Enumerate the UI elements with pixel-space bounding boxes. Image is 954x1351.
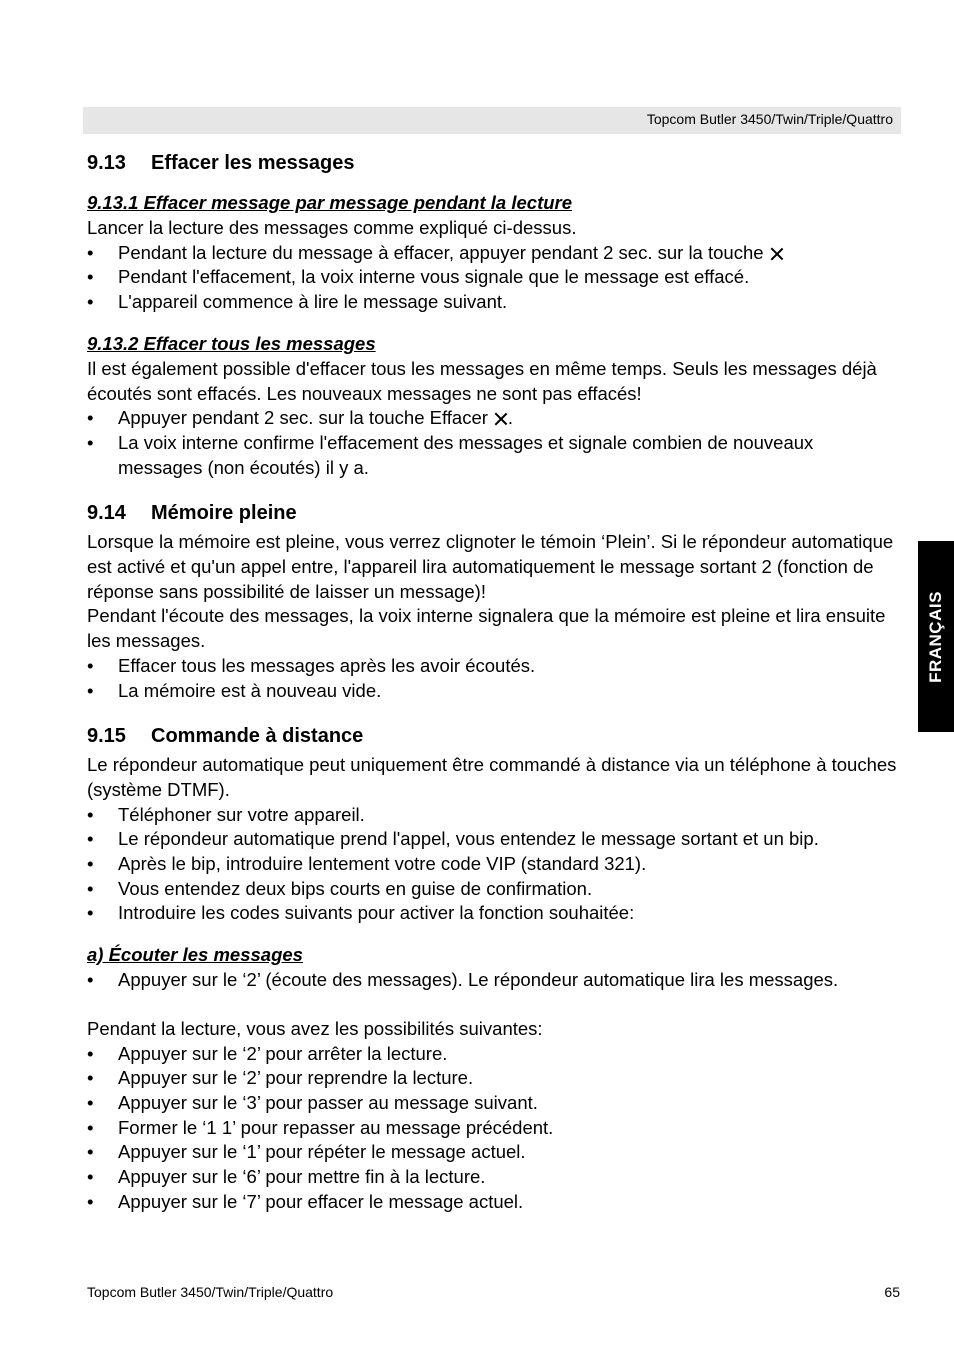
list-item: • Appuyer sur le ‘2’ (écoute des messages). Le répondeur automatique lira les messages. [87,968,902,993]
list-item: • La voix interne confirme l'effacement des messages et signale combien de nouveaux messages (non écoutés) il y a. [87,431,902,480]
section-number: 9.13 [87,152,126,174]
list-item: • Former le ‘1 1’ pour repasser au message précédent. [87,1116,902,1141]
subsection-heading-9-13-2: 9.13.2 Effacer tous les messages [87,332,376,354]
bullet-list [87,241,902,315]
list-item: • Appuyer sur le ‘6’ pour mettre fin à la lecture. [87,1165,902,1190]
paragraph: Le répondeur automatique peut uniquement être commandé à distance via un téléphone à touches (système DTMF). [87,754,897,800]
delete-x-icon [494,412,508,426]
subsection-heading-9-13-1: 9.13.1 Effacer message par message pendant la lecture [87,192,573,213]
list-item: • L'appareil commence à lire le message suivant. [87,290,902,315]
list-item: • Effacer tous les messages après les avoir écoutés. [87,654,902,679]
section-number: 9.15 [87,725,126,748]
section-title: Commande à distance [151,725,364,748]
list-item: • Appuyer sur le ‘7’ pour effacer le message actuel. [87,1190,902,1215]
list-item-end: . [507,407,514,429]
section-heading-9-13 [87,146,902,180]
bullet-list [87,968,902,993]
list-item: • Appuyer sur le ‘1’ pour répéter le message actuel. [87,1140,902,1165]
section-title: Mémoire pleine [151,502,297,525]
list-item: • Vous entendez deux bips courts en guise de confirmation. [87,877,902,902]
language-side-tab [918,541,954,732]
list-item: • Pendant l'effacement, la voix interne vous signale que le message est effacé. [87,265,902,290]
bullet-list [87,1042,902,1215]
list-item: • La mémoire est à nouveau vide. [87,679,902,704]
page-header [83,107,901,134]
page-number: 65 [884,1284,900,1300]
section-heading-9-15 [87,719,902,753]
list-item: • Appuyer sur le ‘2’ pour reprendre la lecture. [87,1066,902,1091]
language-label: FRANÇAIS [926,590,945,683]
header-title: Topcom Butler 3450/Twin/Triple/Quattro [646,111,893,127]
bullet-list [87,406,902,480]
paragraph: Il est également possible d'effacer tous les messages en même temps. Seuls les messages déjà écoutés sont effacés. Les nouveaux messages ne sont pas effacés! [87,357,877,404]
bullet-list [87,803,902,927]
bullet-list [87,654,902,703]
list-item: • Après le bip, introduire lentement votre code VIP (standard 321). [87,852,902,877]
paragraph: Lancer la lecture des messages comme expliqué ci-dessus. [87,217,577,238]
page-content [87,146,902,1215]
list-item [87,241,902,266]
footer-title: Topcom Butler 3450/Twin/Triple/Quattro [87,1284,334,1300]
list-item [87,406,902,431]
list-item-text: Appuyer pendant 2 sec. sur la touche Effacer [118,407,488,429]
paragraph: Pendant l'écoute des messages, la voix interne signalera que la mémoire est pleine et lira ensuite les messages. [87,605,886,652]
list-item: • Le répondeur automatique prend l'appel, vous entendez le message sortant et un bip. [87,827,902,852]
list-item: • Introduire les codes suivants pour activer la fonction souhaitée: [87,901,902,926]
list-item: • Appuyer sur le ‘3’ pour passer au message suivant. [87,1091,902,1116]
paragraph: Pendant la lecture, vous avez les possibilités suivantes: [87,1017,543,1039]
list-item: • Téléphoner sur votre appareil. [87,803,902,828]
subsection-heading-a: a) Écouter les messages [87,944,303,966]
list-item-text: Pendant la lecture du message à effacer, appuyer pendant 2 sec. sur la touche [118,241,764,263]
section-title: Effacer les messages [151,152,355,174]
delete-x-icon [770,247,784,261]
paragraph: Lorsque la mémoire est pleine, vous verrez clignoter le témoin ‘Plein’. Si le répondeur automatique est activé et qu'un appel entre, l'appareil lira automatiquement le message sortant 2 (fonction de réponse sans possibilité de laisser un message)! [87,531,894,602]
section-number: 9.14 [87,502,126,525]
list-item: • Appuyer sur le ‘2’ pour arrêter la lecture. [87,1042,902,1067]
section-heading-9-14 [87,496,902,530]
